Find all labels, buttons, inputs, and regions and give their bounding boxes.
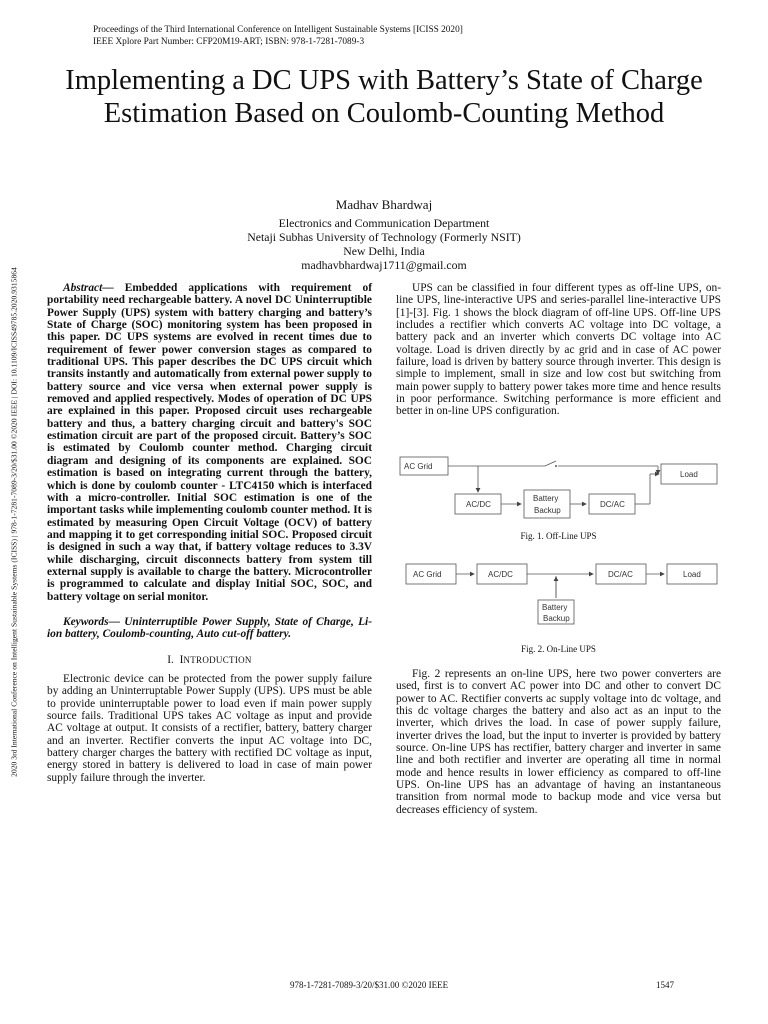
fig2-label-acdc: AC/DC — [488, 570, 513, 579]
fig1-switch — [545, 461, 556, 466]
header-line-2: IEEE Xplore Part Number: CFP20M19-ART; ISBN: 978-1-7281-7089-3 — [93, 37, 365, 47]
abstract-lead: Abstract — [63, 282, 103, 294]
right-paragraph-1: UPS can be classified in four different types as off-line UPS, on-line UPS, line-interactive UPS and series-parallel line-interactive UPS [1]-[3]. Fig. 1 shows the block diagram of off-line UPS. Off-line UPS includes a rectifier which converts AC voltage into DC voltage, a battery pack and an inverter which converts DC voltage into AC voltage. Load is driven directly by ac grid and in case of AC power failure, load is driven by battery source through inverter. This design is simple to implement, small in size and low cost but switching from main power supply to battery power takes more time and hence results in poor performance. Switching performance is more efficient and better in on-line UPS configuration. — [396, 282, 721, 418]
figure-2-online-ups — [398, 558, 720, 626]
paper-title: Implementing a DC UPS with Battery’s State of Charge Estimation Based on Coulomb-Counting Method — [65, 65, 703, 129]
section-title-rest: NTRODUCTION — [183, 654, 252, 665]
figure-2-caption: Fig. 2. On-Line UPS — [521, 644, 596, 654]
figure-1-caption: Fig. 1. Off-Line UPS — [520, 531, 597, 541]
fig2-label-load: Load — [683, 570, 701, 579]
figure-1-offline-ups — [398, 452, 720, 524]
fig1-label-load: Load — [680, 470, 698, 479]
abstract — [47, 282, 372, 603]
section-title-initial: I — [179, 653, 184, 666]
header-line-1: Proceedings of the Third International Conference on Intelligent Sustainable Systems [ICISS 2020] — [93, 25, 463, 35]
fig2-label-battery: Battery — [542, 603, 568, 612]
author-block — [180, 198, 588, 272]
right-column-bottom — [396, 668, 721, 816]
running-header — [93, 24, 463, 48]
right-paragraph-2: Fig. 2 represents an on-line UPS, here two power converters are used, first is to convert AC power into DC and other to convert DC power to AC. Rectifier converts ac supply voltage into dc voltage, and this dc voltage charges the battery and also act as an input to the inverter, which drives the load. In case of power supply failure, inverter drives the load, but the input to inverter is provided by battery source. On-line UPS has rectifier, battery charger and inverter in same line and both rectifier and inverter are operating all time in normal mode and hence results in lower efficiency as compared to off-line UPS. On-line UPS has an advantage of having an instantaneous transition from normal mode to backup mode and vice versa but decreases efficiency of system. — [396, 668, 721, 816]
abstract-body: Embedded applications with requirement of portability need rechargeable battery. A novel DC Uninterruptible Power Supply (UPS) system with battery charging and battery’s State of Charge (SOC) monitoring system has been proposed in this paper. DC UPS systems are evolved in recent times due to requirement of fewer power conversion stages as compared to traditional UPS. This paper describes the DC UPS circuit which transits instantly and automatically from external power supply to battery source and vice versa when external power supply is removed and applied respectively. Modes of operation of DC UPS are explained in this paper. Proposed circuit uses rechargeable battery and thus, a battery charging circuit and battery's SOC estimation circuit are part of the proposed circuit. Battery’s SOC is estimated by Coulomb counter method. Charging circuit diagram and designing of its components are explained. SOC estimation is based on integrating current through the battery, which is done by coulomb counter - LTC4150 which is interfaced with a micro-controller. Initial SOC estimation is one of the important tasks while implementing coulomb counter method. It is estimated by measuring Open Circuit Voltage (OCV) of battery and mapping it to get corresponding initial SOC. Proposed circuit is designed in such a way that, if battery voltage reduces to 3.3V while discharging, circuit disconnects battery from system till external supply is available to charge the battery. Microcontroller is programmed to calculate and display Initial SOC, SOC, and battery voltage on serial monitor. — [47, 282, 372, 603]
author-name: Madhav Bhardwaj — [335, 197, 433, 212]
fig1-label-ac-grid: AC Grid — [404, 462, 433, 471]
keywords: Keywords— Uninterruptible Power Supply, State of Charge, Li-ion battery, Coulomb-counting, Auto cut-off battery. — [47, 615, 372, 641]
fig2-label-backup: Backup — [543, 614, 570, 623]
right-column-top — [396, 282, 721, 418]
section-numeral: I. — [167, 653, 174, 666]
fig2-label-dcac: DC/AC — [608, 570, 633, 579]
fig1-label-dcac: DC/AC — [600, 500, 625, 509]
fig1-label-backup: Backup — [534, 506, 561, 515]
author-university: Netaji Subhas University of Technology (Formerly NSIT) — [247, 230, 521, 244]
left-column — [47, 282, 372, 784]
author-department: Electronics and Communication Department — [278, 216, 490, 230]
abstract-dash: — — [102, 282, 125, 294]
doi-sidebar: 2020 3rd International Conference on Intelligent Sustainable Systems (ICISS) | 978-1-7281-7089-3/20/$31.00 ©2020 IEEE | DOI: 10.1109/ICISS49785.2020.9315864 — [9, 267, 19, 777]
author-city: New Delhi, India — [343, 244, 425, 258]
section-heading-introduction — [47, 654, 372, 666]
fig1-label-acdc: AC/DC — [466, 500, 491, 509]
fig2-label-ac-grid: AC Grid — [413, 570, 442, 579]
footer-copyright: 978-1-7281-7089-3/20/$31.00 ©2020 IEEE — [290, 980, 449, 990]
fig1-label-battery: Battery — [533, 494, 559, 503]
introduction-paragraph: Electronic device can be protected from the power supply failure by adding an Uninterruptable Power Supply (UPS). UPS must be able to provide uninterruptable power to load even if main power supply source fails. Traditional UPS takes AC voltage as input and provide AC voltage at output. It consists of a rectifier, battery, battery charger and an inverter. Rectifier converts the input AC voltage into DC, battery charger charges the battery with rectified DC voltage as input, energy stored in battery is delivered to load in case of main power supply failure through the inverter. — [47, 672, 372, 784]
author-email: madhavbhardwaj1711@gmail.com — [301, 258, 467, 272]
page-number: 1547 — [656, 980, 674, 990]
